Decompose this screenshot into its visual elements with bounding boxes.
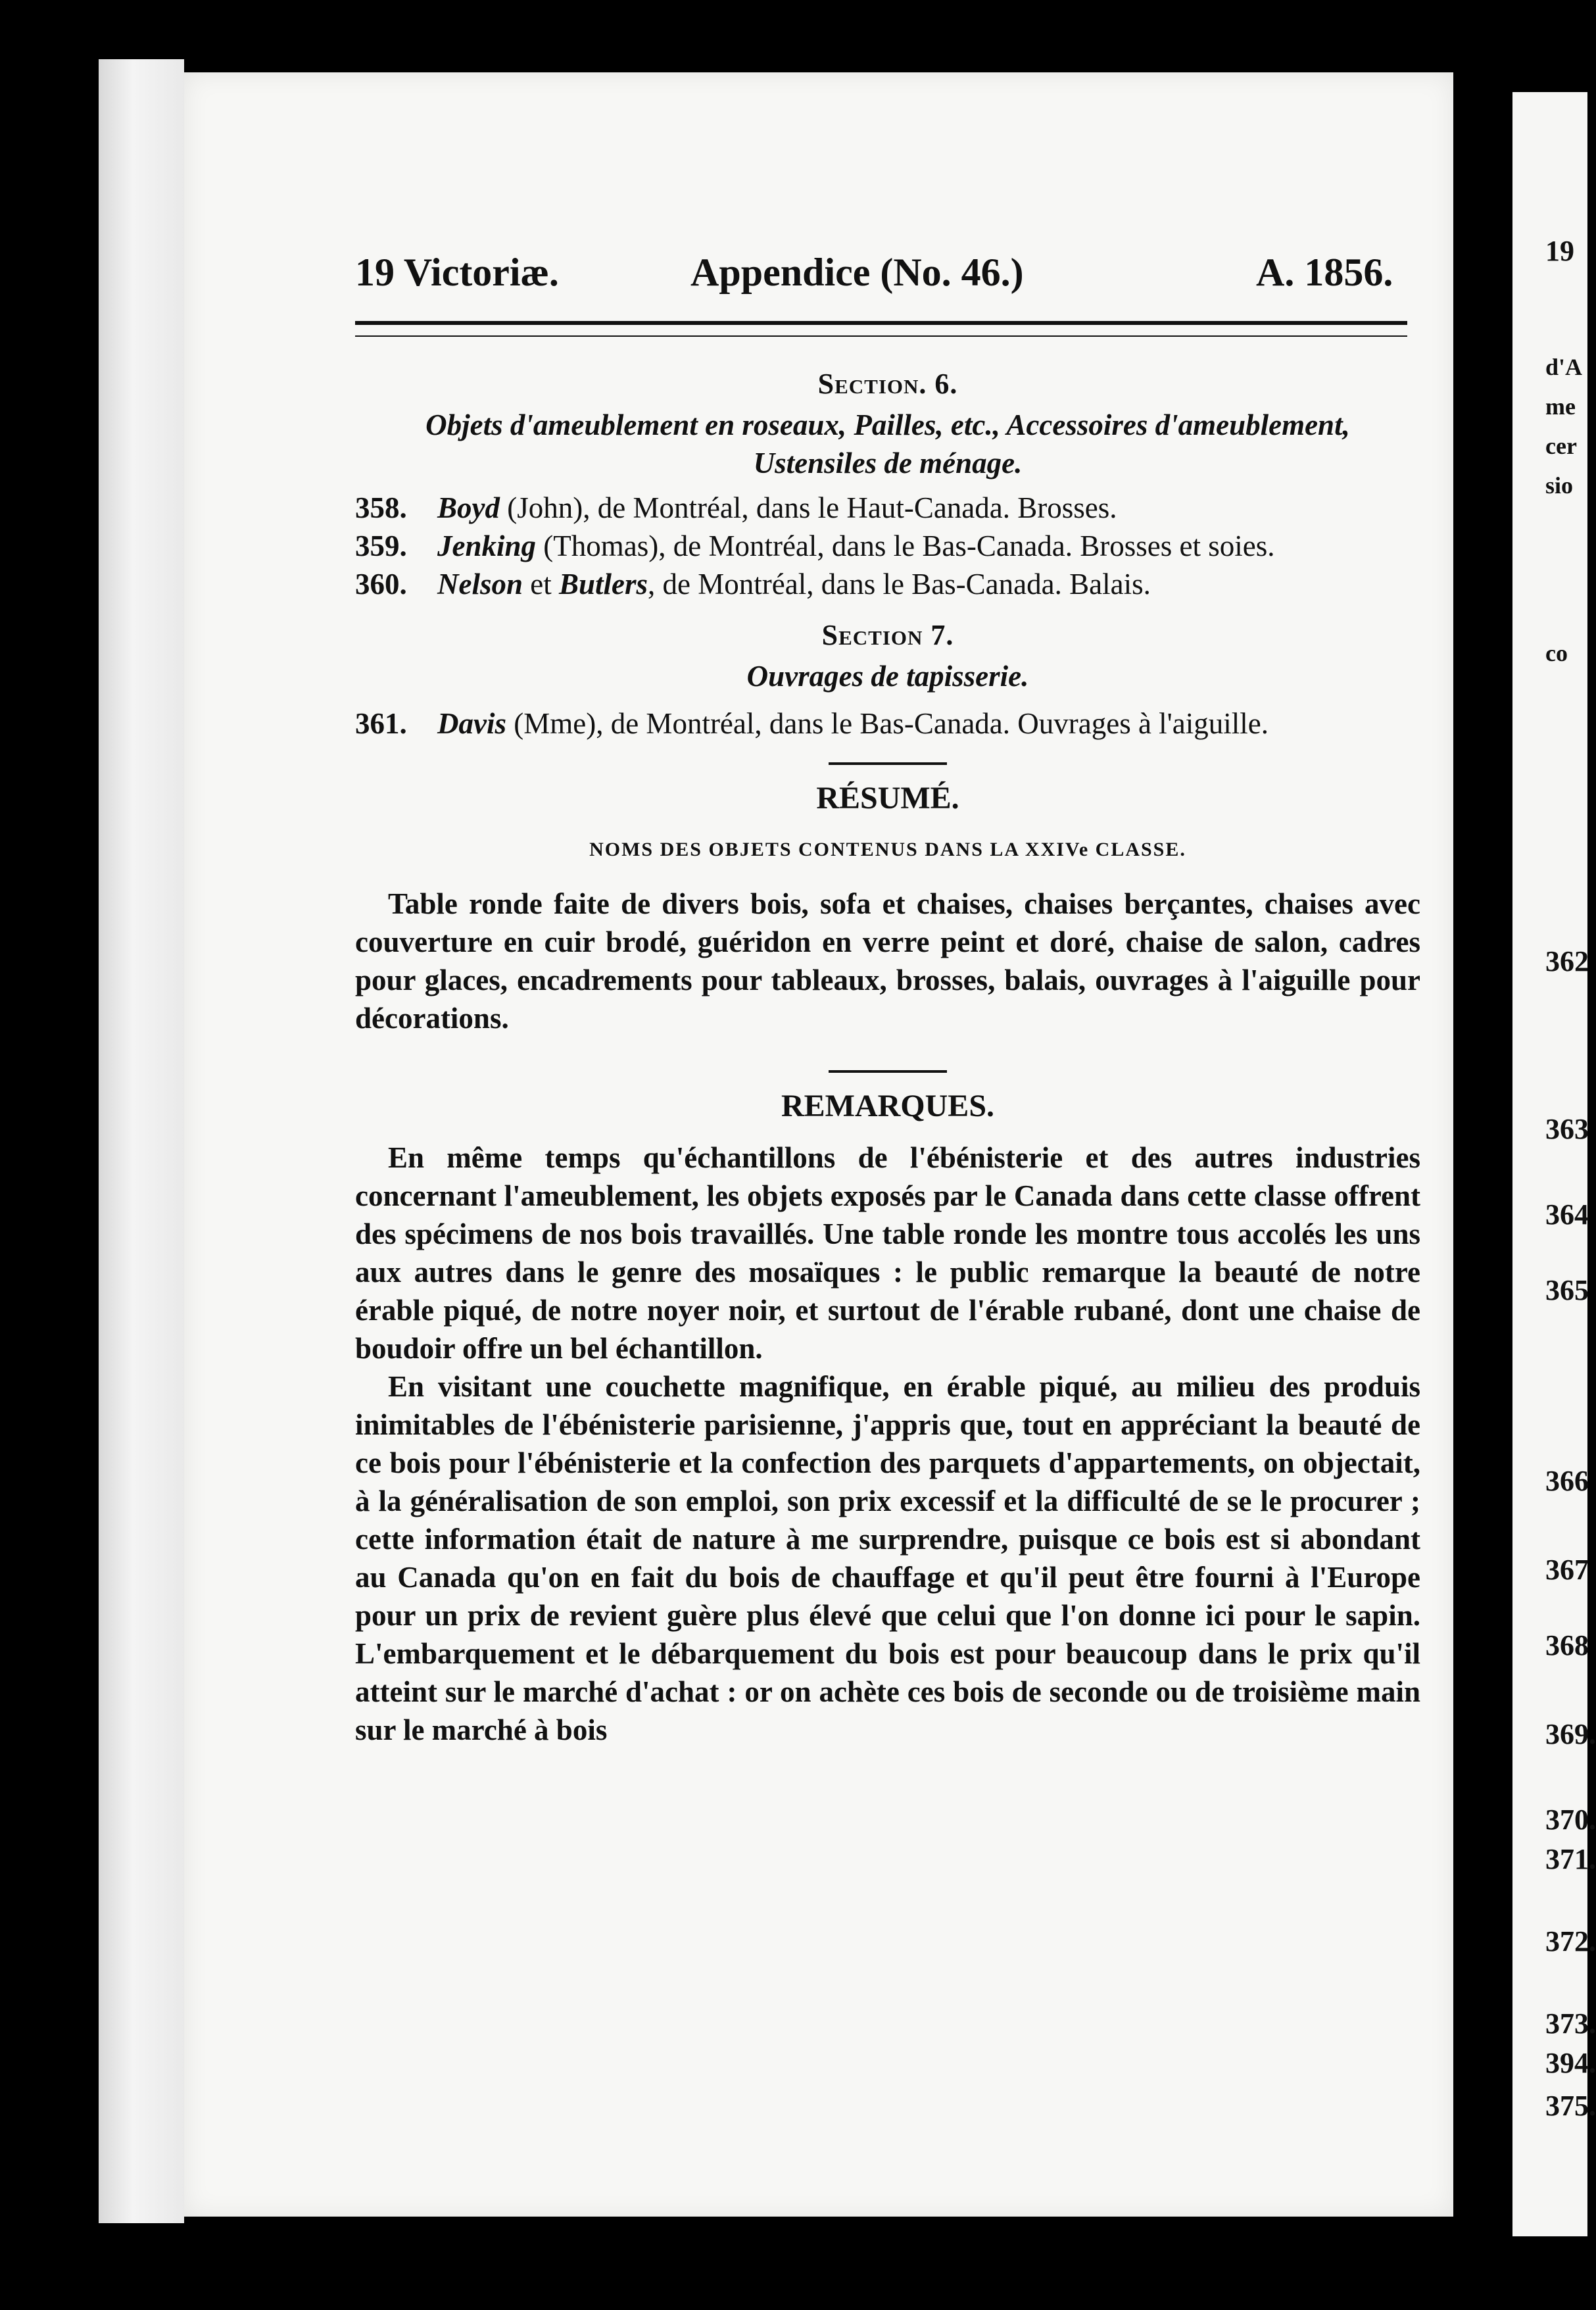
entry-text [437,489,1420,527]
next-page-fragment: sio [1545,472,1574,499]
next-page-fragment: 375. [1545,2090,1596,2122]
entry-connector: et [523,568,559,601]
next-page-fragment: 369. [1545,1718,1596,1750]
section-6-subtitle-2: Ustensiles de ménage. [753,447,1023,479]
header-rule [355,321,1407,325]
exhibit-entry [355,489,1420,527]
remarques-paragraph-1: En même temps qu'échantillons de l'ébénisterie et des autres industries concernant l'ameublement, les objets exposés par le Canada dans cette classe offrent des spécimens de nos bois travaillés. Une table ronde les montre tous accolés les uns aux autres dans le genre des mosaïques : le public remarque la beauté de notre érable piqué, de notre noyer noir, et surtout de l'érable rubané, dont une chaise de boudoir offre un bel échantillon. [355,1141,1420,1365]
exhibit-entry [355,704,1420,743]
remarques-title: REMARQUES. [781,1089,995,1123]
exhibit-entry [355,565,1420,603]
next-page-fragment: 372. [1545,1925,1596,1957]
next-page-fragment: 371. [1545,1843,1596,1875]
next-page-fragment: me [1545,393,1576,420]
header-right: A. 1856. [1256,251,1393,294]
entry-text [437,527,1420,565]
next-page-fragment: co [1545,640,1568,666]
exhibitor-name: Nelson [437,568,523,601]
section-divider [829,1070,947,1073]
next-page-fragment: 363 [1545,1113,1589,1145]
page-body [355,365,1420,1749]
entry-details: , de Montréal, dans le Bas-Canada. Balais. [648,568,1151,601]
next-page-fragment: 364 [1545,1198,1589,1231]
entry-details: (Mme), de Montréal, dans le Bas-Canada. Ouvrages à l'aiguille. [506,707,1269,740]
exhibitor-name-2: Butlers [559,568,648,601]
entry-number: 360. [355,568,407,601]
exhibit-entry [355,527,1420,565]
exhibitor-name: Jenking [437,529,537,562]
next-page-fragment: 370. [1545,1804,1596,1836]
exhibitor-name: Boyd [437,491,500,524]
resume-text: Table ronde faite de divers bois, sofa et chaises, chaises berçantes, chaises avec couverture en cuir brodé, guéridon en verre peint et doré, chaise de salon, cadres pour glaces, encadrements pour tableaux, brosses, balais, ouvrages à l'aiguille pour décorations. [355,887,1420,1035]
entry-text [437,704,1420,743]
next-page-fragment: 368 [1545,1629,1589,1661]
adjacent-page [1512,92,1596,2236]
resume-subtitle: NOMS DES OBJETS CONTENUS DANS LA XXIVe CLASSE. [589,839,1186,860]
section-7-subtitle: Ouvrages de tapisserie. [746,660,1029,693]
header-left: 19 Victoriæ. [355,251,559,294]
next-page-fragment: 19 [1545,235,1574,267]
section-6-subtitle: Objets d'ameublement en roseaux, Pailles, etc., Accessoires d'ameublement, [425,408,1350,441]
header-center: Appendice (No. 46.) [690,251,1024,294]
entry-number: 359. [355,529,407,562]
next-page-fragment: 365 [1545,1274,1589,1306]
entry-number: 358. [355,491,407,524]
next-page-fragment: 394. [1545,2047,1596,2079]
remarques-paragraph-2: En visitant une couchette magnifique, en érable piqué, au milieu des produis inimitables de l'ébénisterie parisienne, j'appris que, tout en appréciant la beauté de ce bois pour l'ébénisterie et la confection des parquets d'appartements, on objectait, à la généralisation de son emploi, son prix excessif et la difficulté de se le procurer ; cette information était de nature à me surprendre, puisque ce bois est si abondant au Canada qu'on en fait du bois de chauffage et qu'il peut être fourni à l'Europe pour un prix de revient guère plus élevé que celui que l'on donne ici pour le sapin. L'embarquement et le débarquement du bois est pour beaucoup dans le prix qu'il atteint sur le marché d'achat : or on achète ces bois de seconde ou de troisième main sur le marché à bois [355,1370,1420,1746]
entry-text [437,565,1420,603]
entry-number: 361. [355,707,407,740]
next-page-fragment: cer [1545,433,1577,459]
resume-title: RÉSUMÉ. [816,781,959,816]
next-page-fragment: d'A [1545,354,1583,380]
next-page-fragment: 362 [1545,945,1589,977]
header-rule-thin [355,335,1407,337]
next-page-fragment: 373. [1545,2007,1596,2040]
entry-details: (Thomas), de Montréal, dans le Bas-Canada. Brosses et soies. [536,529,1275,562]
binding-spine [99,59,184,2223]
next-page-fragment: 366 [1545,1465,1589,1497]
exhibitor-name: Davis [437,707,506,740]
entry-details: (John), de Montréal, dans le Haut-Canada. Brosses. [500,491,1117,524]
next-page-fragment: 367 [1545,1554,1589,1586]
section-6-heading: Section. 6. [817,368,958,400]
running-header [171,250,1414,296]
section-divider [829,762,947,765]
section-7-heading: Section 7. [821,619,954,651]
